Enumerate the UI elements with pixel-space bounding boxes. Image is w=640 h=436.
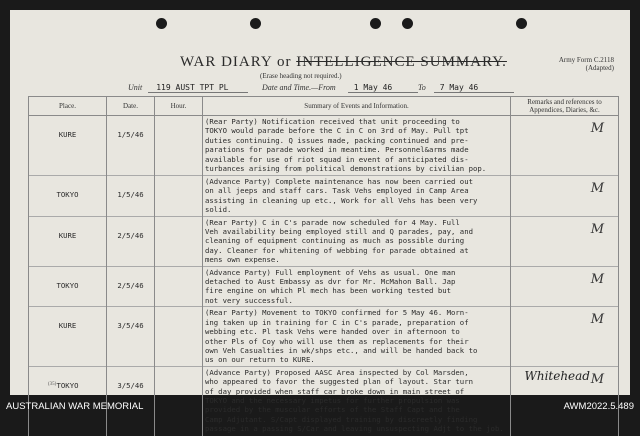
- to-underline: [434, 92, 514, 93]
- summary-cell: (Rear Party) C in C's parade now scheduled for 4 May. Full Veh availability being employed still and Q parades, pay, and cleaning of equipment continuing as much as possible during day. Cleaner for whitening of webbing for parade obtained at mens own expense.: [203, 216, 511, 266]
- summary-cell: (Rear Party) Notification received that unit proceeding to TOKYO would parade before the C in C on 3rd of May. Pull tpt duties continuing. Q issues made, packing continued and pre- parations for parade worked in meantime. Personnel&arms made available for use of riot squad in event of anticipated dis- turbances arising from political demonstrations by civilian pop.: [203, 116, 511, 176]
- punch-hole-icon: [516, 18, 527, 29]
- date-cell: 1/5/46: [107, 176, 155, 217]
- hour-cell: [155, 366, 203, 436]
- hour-cell: [155, 266, 203, 307]
- remarks-cell: [511, 307, 619, 366]
- date-from-value: 1 May 46: [353, 83, 393, 92]
- diary-title: [180, 54, 507, 71]
- archive-caption-right: AWM2022.5.489: [563, 401, 634, 412]
- summary-cell: (Advance Party) Proposed AASC Area inspected by Col Marsden, who appeared to favor the suggested plan of layout. Star turn of day provided when staff car broke down in main street of TOKYO and the necessary impetus for further propulsion was provided by the muscular efforts of the Staff Capt and the Camp Adjutant. S/Capt displayed training by discreetly finding passage in a passing S/Car and leaving unsuspecting Adjt to the job.: [203, 366, 511, 436]
- remarks-cell: [511, 216, 619, 266]
- unit-label: Unit: [128, 83, 143, 92]
- table-row: [29, 216, 619, 266]
- initials-tick: M: [590, 371, 604, 387]
- date-from-field: [262, 83, 392, 92]
- date-cell: 1/5/46: [107, 116, 155, 176]
- date-to-field: [418, 83, 478, 92]
- table-row: [29, 176, 619, 217]
- summary-cell: (Advance Party) Complete maintenance has now been carried out on all jeeps and staff cars. Task Vehs employed in Camp Area assisting in cleaning up etc., Work for all Vehs has been very solid.: [203, 176, 511, 217]
- title-struck: INTELLIGENCE SUMMARY.: [296, 54, 507, 70]
- archive-caption-left: AUSTRALIAN WAR MEMORIAL: [6, 401, 144, 412]
- unit-value: 119 AUST TPT PL: [156, 83, 229, 92]
- unit-underline: [148, 92, 248, 93]
- diary-table: [28, 96, 619, 436]
- footnote: (35): [48, 382, 57, 387]
- initials-tick: M: [590, 221, 604, 237]
- date-cell: 2/5/46: [107, 266, 155, 307]
- summary-cell: (Rear Party) Movement to TOKYO confirmed for 5 May 46. Morn- ing taken up in training for C in C's parade, preparation of webbing etc. Pl task Vehs were handed over in afternoon to other Pls of Coy who will use them as replacements for their own Veh Casualties in wk/shps etc., and will be handed back to us on our return to KURE.: [203, 307, 511, 366]
- summary-header: Summary of Events and Information.: [203, 97, 511, 116]
- place-cell: TOKYO: [29, 366, 107, 436]
- initials-tick: M: [590, 121, 604, 136]
- remarks-cell: [511, 176, 619, 217]
- table-row: [29, 307, 619, 366]
- place-cell: KURE: [29, 116, 107, 176]
- hour-cell: [155, 216, 203, 266]
- remarks-cell: [511, 116, 619, 176]
- date-to-value: 7 May 46: [439, 83, 479, 92]
- unit-field: [128, 83, 228, 92]
- hour-header: Hour.: [155, 97, 203, 116]
- punch-hole-icon: [402, 18, 413, 29]
- punch-hole-icon: [370, 18, 381, 29]
- hour-cell: [155, 176, 203, 217]
- remarks-header: Remarks and references to Appendices, Diaries, &c.: [511, 97, 619, 116]
- signature: Whitehead: [524, 369, 590, 383]
- remarks-cell: [511, 266, 619, 307]
- date-cell: 3/5/46: [107, 307, 155, 366]
- date-cell: 3/5/46: [107, 366, 155, 436]
- summary-cell: (Advance Party) Full employment of Vehs as usual. One man detached to Aust Embassy as dvr for Mr. McMahon Ball. Jap fire engine on which Pl mech has been working tested but not very successful.: [203, 266, 511, 307]
- punch-hole-icon: [156, 18, 167, 29]
- initials-tick: M: [590, 312, 604, 328]
- place-cell: TOKYO: [29, 266, 107, 307]
- initials-tick: M: [590, 271, 604, 287]
- from-underline: [348, 92, 418, 93]
- form-ref-note: (Adapted): [585, 64, 614, 72]
- place-cell: KURE: [29, 216, 107, 266]
- place-cell: TOKYO: [29, 176, 107, 217]
- date-cell: 2/5/46: [107, 216, 155, 266]
- form-ref-text: Army Form C.2118: [558, 56, 614, 64]
- hour-cell: [155, 307, 203, 366]
- place-cell: KURE: [29, 307, 107, 366]
- date-from-label: Date and Time.—From: [262, 83, 336, 92]
- table-row: [29, 266, 619, 307]
- place-header: Place.: [29, 97, 107, 116]
- date-header: Date.: [107, 97, 155, 116]
- form-reference: [559, 56, 614, 72]
- hour-cell: [155, 116, 203, 176]
- table-row: [29, 116, 619, 176]
- date-to-label: To: [418, 83, 426, 92]
- title-prefix: WAR DIARY or: [180, 54, 297, 70]
- initials-tick: M: [590, 181, 604, 196]
- punch-hole-icon: [250, 18, 261, 29]
- table-header-row: [29, 97, 619, 116]
- diary-subtitle: (Erase heading not required.): [260, 72, 342, 80]
